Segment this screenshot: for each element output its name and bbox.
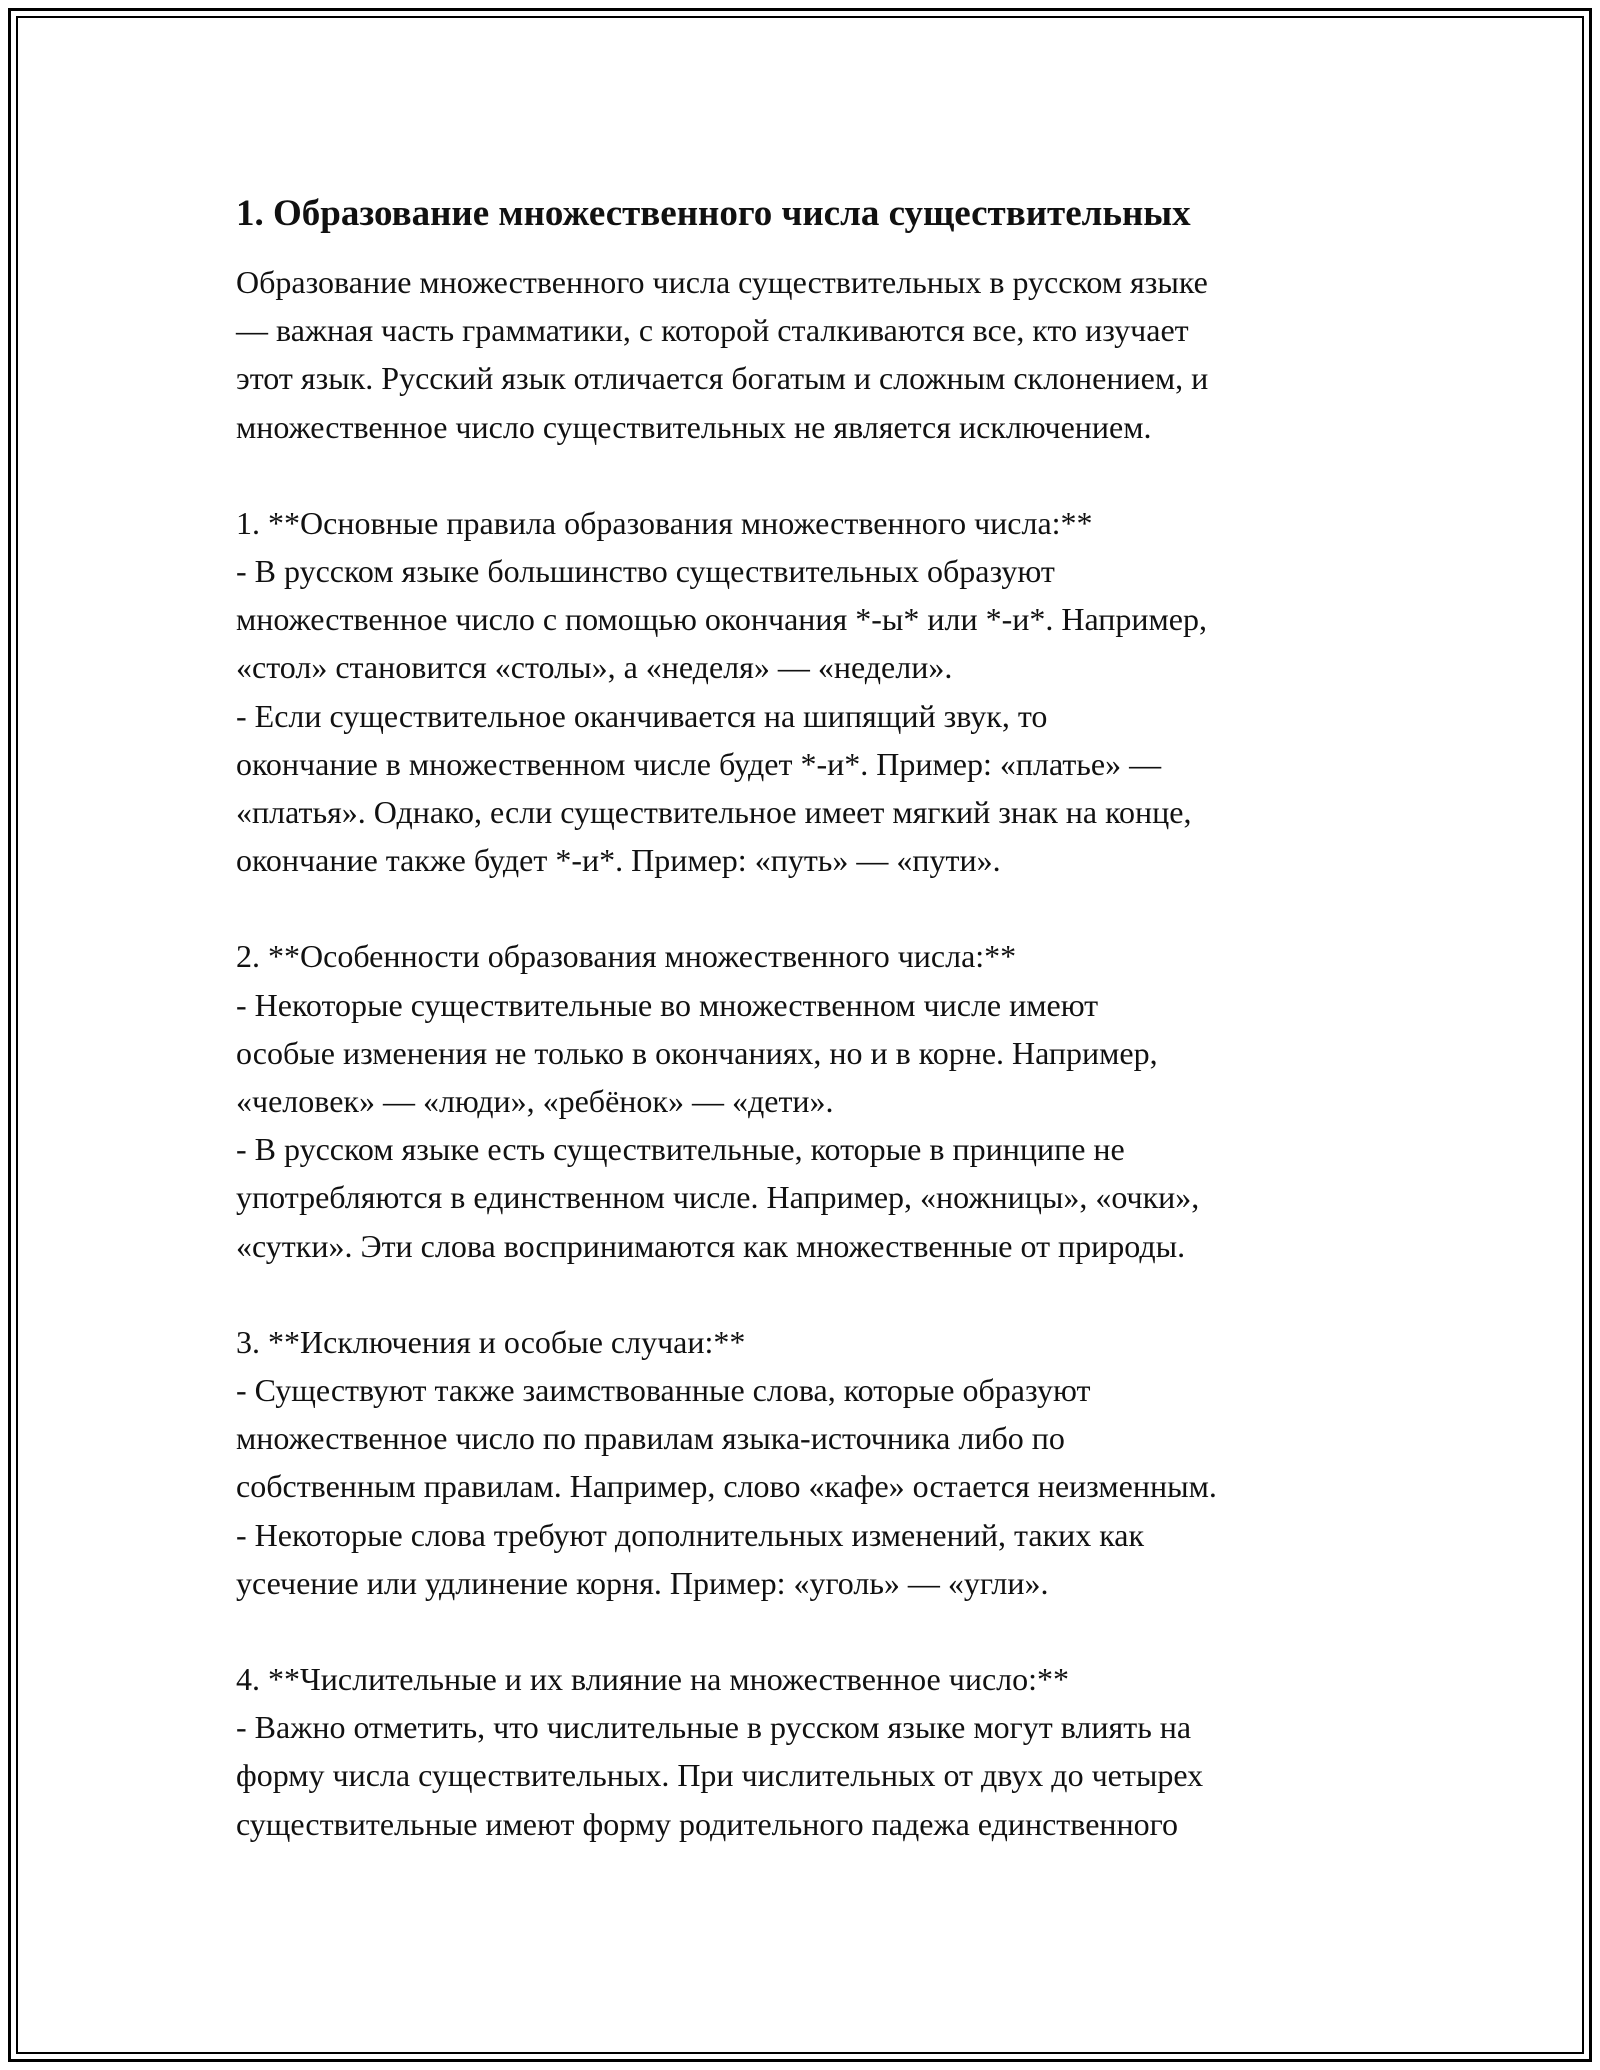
section-item: - В русском языке есть существительные, которые в принципе не употребляются в единственном числе. Например, «ножницы», «очки», «сутки». Эти слова воспринимаются как множественные от природы.: [236, 1131, 1200, 1264]
section-heading: 2. **Особенности образования множественного числа:**: [236, 938, 1017, 975]
paragraph-gap: [236, 1607, 1376, 1655]
document-title: 1. Образование множественного числа существительных: [236, 193, 1191, 234]
paragraph-gap: [236, 884, 1376, 932]
section-heading: 1. **Основные правила образования множественного числа:**: [236, 504, 1093, 541]
paragraph-gap: [236, 451, 1376, 499]
section-peculiarities: [236, 932, 1376, 1269]
document-body: [236, 190, 1376, 1848]
section-item: - Если существительное оканчивается на шипящий звук, то окончание в множественном числе будет *-и*. Пример: «платье» — «платья». Однако, если существительное имеет мягкий знак на конце, окончание также будет *-и*. Пример: «путь» — «пути».: [236, 697, 1192, 879]
section-item: - Существуют также заимствованные слова, которые образуют множественное число по правилам языка-источника либо по собственным правилам. Например, слово «кафе» остается неизменным.: [236, 1372, 1217, 1505]
section-heading: 3. **Исключения и особые случаи:**: [236, 1323, 746, 1360]
paragraph-gap: [236, 1270, 1376, 1318]
section-item: - Некоторые существительные во множественном числе имеют особые изменения не только в окончаниях, но и в корне. Например, «человек» — «люди», «ребёнок» — «дети».: [236, 986, 1158, 1120]
section-item: - В русском языке большинство существительных образуют множественное число с помощью окончания *-ы* или *-и*. Например, «стол» становится «столы», а «неделя» — «недели».: [236, 553, 1207, 686]
intro-paragraph: Образование множественного числа существительных в русском языке — важная часть грамматики, с которой сталкиваются все, кто изучает этот язык. Русский язык отличается богатым и сложным склонением, и множественное число существительных не является исключением.: [236, 264, 1209, 445]
section-item: - Некоторые слова требуют дополнительных изменений, таких как усечение или удлинение корня. Пример: «уголь» — «угли».: [236, 1516, 1145, 1601]
section-numerals: [236, 1655, 1376, 1848]
section-item: - Важно отметить, что числительные в русском языке могут влиять на форму числа существительных. При числительных от двух до четырех существительные имеют форму родительного падежа единственного: [236, 1709, 1204, 1842]
section-basic-rules: [236, 499, 1376, 885]
section-exceptions: [236, 1318, 1376, 1607]
section-heading: 4. **Числительные и их влияние на множественное число:**: [236, 1661, 1070, 1698]
